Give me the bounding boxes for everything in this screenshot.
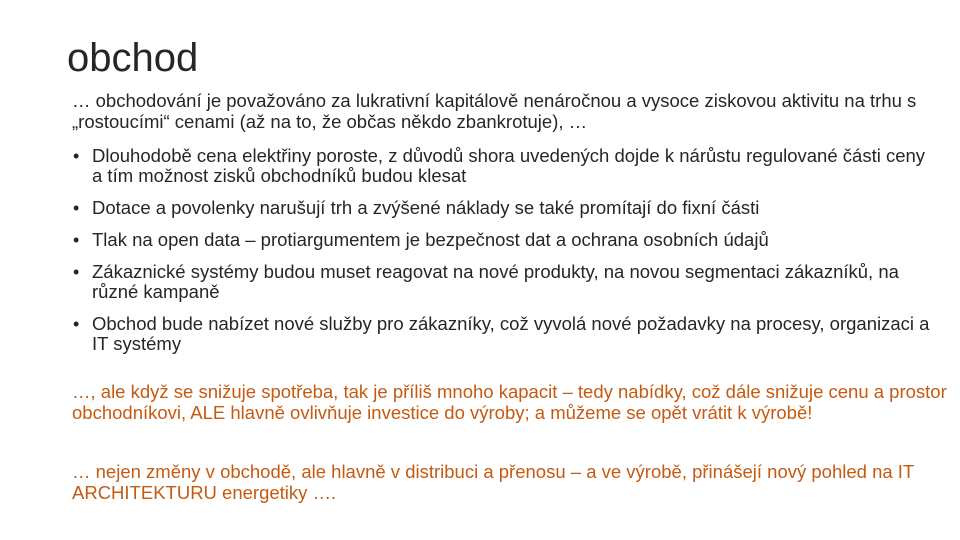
bullet-item <box>72 198 932 218</box>
bullet-list <box>72 146 932 366</box>
bullet-item <box>72 314 932 354</box>
bullet-icon: • <box>73 146 80 166</box>
bullet-item <box>72 146 932 186</box>
bullet-icon: • <box>73 198 80 218</box>
bullet-icon: • <box>73 314 80 334</box>
bullet-icon: • <box>73 262 80 282</box>
bullet-item <box>72 230 932 250</box>
bullet-text: Zákaznické systémy budou muset reagovat na nové produkty, na novou segmentaci zákazníků, na různé kampaně <box>92 261 899 302</box>
bullet-text: Tlak na open data – protiargumentem je bezpečnost dat a ochrana osobních údajů <box>92 229 769 250</box>
paragraph-production: …, ale když se snižuje spotřeba, tak je příliš mnoho kapacit – tedy nabídky, což dále snižuje cenu a prostor obchodníkovi, ALE hlavně ovlivňuje investice do výroby; a můžeme se opět vrátit k výrobě! <box>72 381 947 423</box>
bullet-text: Dotace a povolenky narušují trh a zvýšené náklady se také promítají do fixní části <box>92 197 760 218</box>
slide-title: obchod <box>67 36 199 80</box>
bullet-icon: • <box>73 230 80 250</box>
bullet-text: Dlouhodobě cena elektřiny poroste, z důvodů shora uvedených dojde k nárůstu regulované části ceny a tím možnost zisků obchodníků budou klesat <box>92 145 926 186</box>
bullet-text: Obchod bude nabízet nové služby pro zákazníky, což vyvolá nové požadavky na procesy, organizaci a IT systémy <box>92 313 930 354</box>
bullet-item <box>72 262 932 302</box>
paragraph-architecture: … nejen změny v obchodě, ale hlavně v distribuci a přenosu – a ve výrobě, přinášejí nový pohled na IT ARCHITEKTURU energetiky …. <box>72 461 914 503</box>
intro-paragraph: … obchodování je považováno za lukrativní kapitálově nenáročnou a vysoce ziskovou aktivitu na trhu s „rostoucími“ cenami (až na to, že občas někdo zbankrotuje), … <box>72 90 917 132</box>
